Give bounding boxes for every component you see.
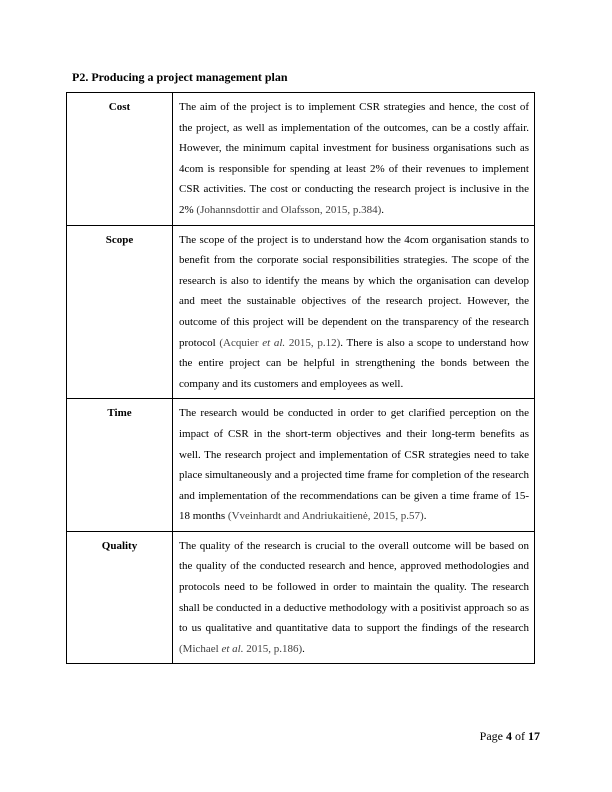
row-text-end-time: . [423,510,427,523]
row-text-end-cost: . [381,203,385,216]
row-text-cost: The aim of the project is to implement CSR strategies and hence, the cost of the project, as well as implementation of the outcomes, can be a costly affair. However, the minimum capital investment for business organisations such as 4com is responsible for spending at least 2% of their revenues to implement CSR activities. The cost or conducting the research project is inclusive in the 2% [179,101,529,216]
row-text-time: The research would be conducted in order to get clarified perception on the impact of CSR in the short-term objectives and their long-term benefits as well. The research project and implementation of CSR strategies need to take place simultaneously and a projected time frame for completion of the research and implementation of the recommendations can be given a time frame of 15-18 months [179,407,529,523]
citation-scope-year: 2015, p.12) [285,336,341,349]
table-row-cost [67,93,535,226]
row-text-scope: The scope of the project is to understand how the 4com organisation stands to benefit from the corporate social responsibilities strategies. The scope of the research is also to identify the means by which the organisation can develop and meet the sustainable objectives of the research project. However, the outcome of this project will be dependent on the transparency of the research protocol [179,233,529,349]
row-text-end-scope: . There is also a scope to understand how the entire project can be helpful in strengthening the bonds between the company and its customers and employees as well. [179,336,529,390]
page-total: 17 [528,729,540,743]
row-content-time [173,399,535,532]
row-content-scope [173,225,535,399]
citation-scope-etal: et al. [262,336,286,349]
row-label-time: Time [67,399,173,532]
citation-quality-etal: et al. [221,642,244,655]
table-row-quality [67,531,535,664]
page-of-label: of [512,729,528,743]
row-text-end-quality: . [302,642,305,655]
citation-scope-author: (Acquier [219,336,263,349]
row-label-quality: Quality [67,531,173,664]
table-row-scope [67,225,535,399]
citation-cost: (Johannsdottir and Olafsson, 2015, p.384) [196,203,382,216]
project-plan-table [66,92,535,664]
row-content-quality [173,531,535,664]
row-label-scope: Scope [67,225,173,399]
table-row-time [67,399,535,532]
page-number: 4 [506,729,512,743]
citation-quality-author: (Michael [179,642,222,655]
citation-time: (Vveinhardt and Andriukaitienė, 2015, p.57) [227,510,424,523]
citation-quality [179,643,302,655]
page-label: Page [479,729,506,743]
citation-quality-year: 2015, p.186) [243,642,303,655]
section-heading: P2. Producing a project management plan [72,70,288,84]
row-content-cost [173,93,535,226]
page-footer [470,729,540,744]
row-text-quality: The quality of the research is crucial to the overall outcome will be based on the quality of the conducted research and hence, approved methodologies and protocols need to be followed in order to maintain the quality. The research shall be conducted in a deductive methodology with a positivist approach so as to us qualitative and quantitative data to support the findings of the research [179,539,529,635]
row-label-cost: Cost [67,93,173,226]
citation-scope [219,337,340,349]
